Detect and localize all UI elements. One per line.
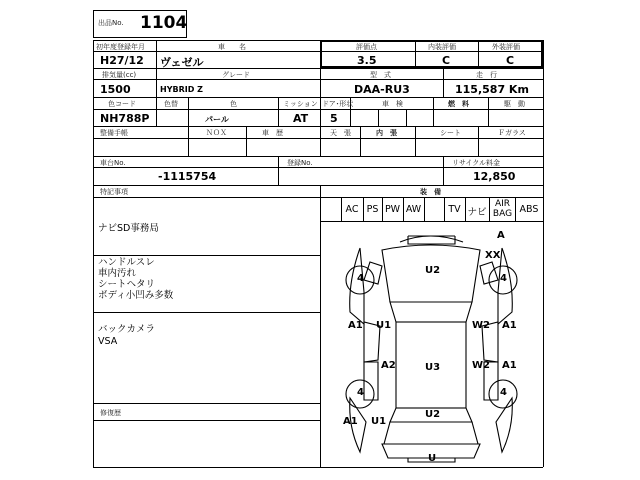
equip-navi: ナビ <box>467 207 487 218</box>
equip-airbag: AIR BAG <box>492 199 513 219</box>
doors: 5 <box>330 112 338 125</box>
color-code-label: 色コード <box>108 100 136 108</box>
damage-rear-left-2: U1 <box>371 416 387 427</box>
notes-label: 特記事項 <box>100 188 128 196</box>
year-label: 初年度登録年月 <box>96 43 145 51</box>
damage-front: A <box>497 230 505 241</box>
equip-pw: PW <box>384 204 401 215</box>
seat-label: シート <box>440 129 461 137</box>
score-label: 評価点 <box>356 43 377 51</box>
damage-hood: XX <box>485 250 501 261</box>
registration-label: 登録No. <box>287 159 313 167</box>
damage-trunk: U2 <box>425 409 441 420</box>
damage-left-front-door: U1 <box>376 320 392 331</box>
maintenance-book-label: 整備手帳 <box>100 129 128 137</box>
first-registration: H27/12 <box>100 54 144 67</box>
color-label: 色 <box>230 100 237 108</box>
interior-label: 内装評価 <box>428 43 456 51</box>
car-name-label: 車 名 <box>218 43 246 51</box>
chassis-label: 車台No. <box>100 159 126 167</box>
note-line: VSA <box>98 336 118 347</box>
model-code: DAA-RU3 <box>354 83 410 96</box>
mileage: 115,587 Km <box>455 83 529 96</box>
model-label: 型 式 <box>370 71 391 79</box>
exterior-label: 外装評価 <box>492 43 520 51</box>
windshield-label: Ｆガラス <box>498 129 526 137</box>
damage-wheel-rl: 4 <box>357 387 364 398</box>
damage-rear-left: A1 <box>343 416 358 427</box>
note-line: ボディ小凹み多数 <box>98 290 174 301</box>
interior-trim-label: 内 張 <box>376 129 397 137</box>
displacement: 1500 <box>100 83 131 96</box>
roof-lining-label: 天 張 <box>330 129 351 137</box>
inspection-label: 車 検 <box>382 100 403 108</box>
damage-wheel-fl: 4 <box>357 273 364 284</box>
equip-tv: TV <box>448 204 461 215</box>
doors-label: ドア･形状 <box>322 100 354 108</box>
mileage-label: 走 行 <box>476 71 497 79</box>
drive-label: 駆 動 <box>504 100 525 108</box>
color: パール <box>205 115 229 124</box>
damage-wheel-rr: 4 <box>500 387 507 398</box>
score-value: 3.5 <box>357 54 377 67</box>
note-line: ハンドルスレ <box>98 257 155 268</box>
lot-number: 1104 <box>140 13 188 33</box>
transmission-label: ミッション <box>283 100 318 108</box>
note-line: 車内汚れ <box>98 268 137 279</box>
damage-wheel-fr: 4 <box>500 273 507 284</box>
equip-aw: AW <box>405 204 422 215</box>
recycle-label: リサイクル料金 <box>452 159 501 167</box>
equip-ps: PS <box>366 204 379 215</box>
damage-right-front: A1 <box>502 320 517 331</box>
damage-rear: U <box>428 453 437 464</box>
color-change-label: 色替 <box>164 100 178 108</box>
note-line: ナビSD事務局 <box>98 223 159 234</box>
damage-right-front-door: W2 <box>472 320 490 331</box>
equip-abs: ABS <box>519 204 539 215</box>
repair-history-label: 修復歴 <box>100 409 121 417</box>
damage-right-rear: A1 <box>502 360 517 371</box>
damage-roof: U2 <box>425 265 441 276</box>
lot-label: 出品No. <box>98 19 124 27</box>
color-code: NH788P <box>100 112 150 125</box>
note-line: バックカメラ <box>98 324 156 335</box>
damage-left-rear-door: A2 <box>381 360 396 371</box>
nox-label: ＮＯＸ <box>206 129 227 137</box>
fuel-label: 燃 料 <box>448 100 469 108</box>
damage-cabin: U3 <box>425 362 441 373</box>
transmission: AT <box>293 112 309 125</box>
damage-right-rear-door: W2 <box>472 360 490 371</box>
history-label: 車 歴 <box>262 129 283 137</box>
equipment-label: 装 備 <box>420 188 441 196</box>
recycle-fee: 12,850 <box>473 170 516 183</box>
car-name: ヴェゼル <box>160 56 204 69</box>
exterior-grade: C <box>506 54 515 67</box>
grade-label: グレード <box>222 71 250 79</box>
damage-left-front: A1 <box>348 320 363 331</box>
grade: HYBRID Z <box>160 85 203 94</box>
interior-grade: C <box>442 54 451 67</box>
chassis-number: -1115754 <box>158 170 217 183</box>
cc-label: 排気量(cc) <box>102 71 137 79</box>
car-damage-diagram <box>320 222 543 467</box>
note-line: シートヘタリ <box>98 279 156 290</box>
equip-ac: AC <box>345 204 359 215</box>
